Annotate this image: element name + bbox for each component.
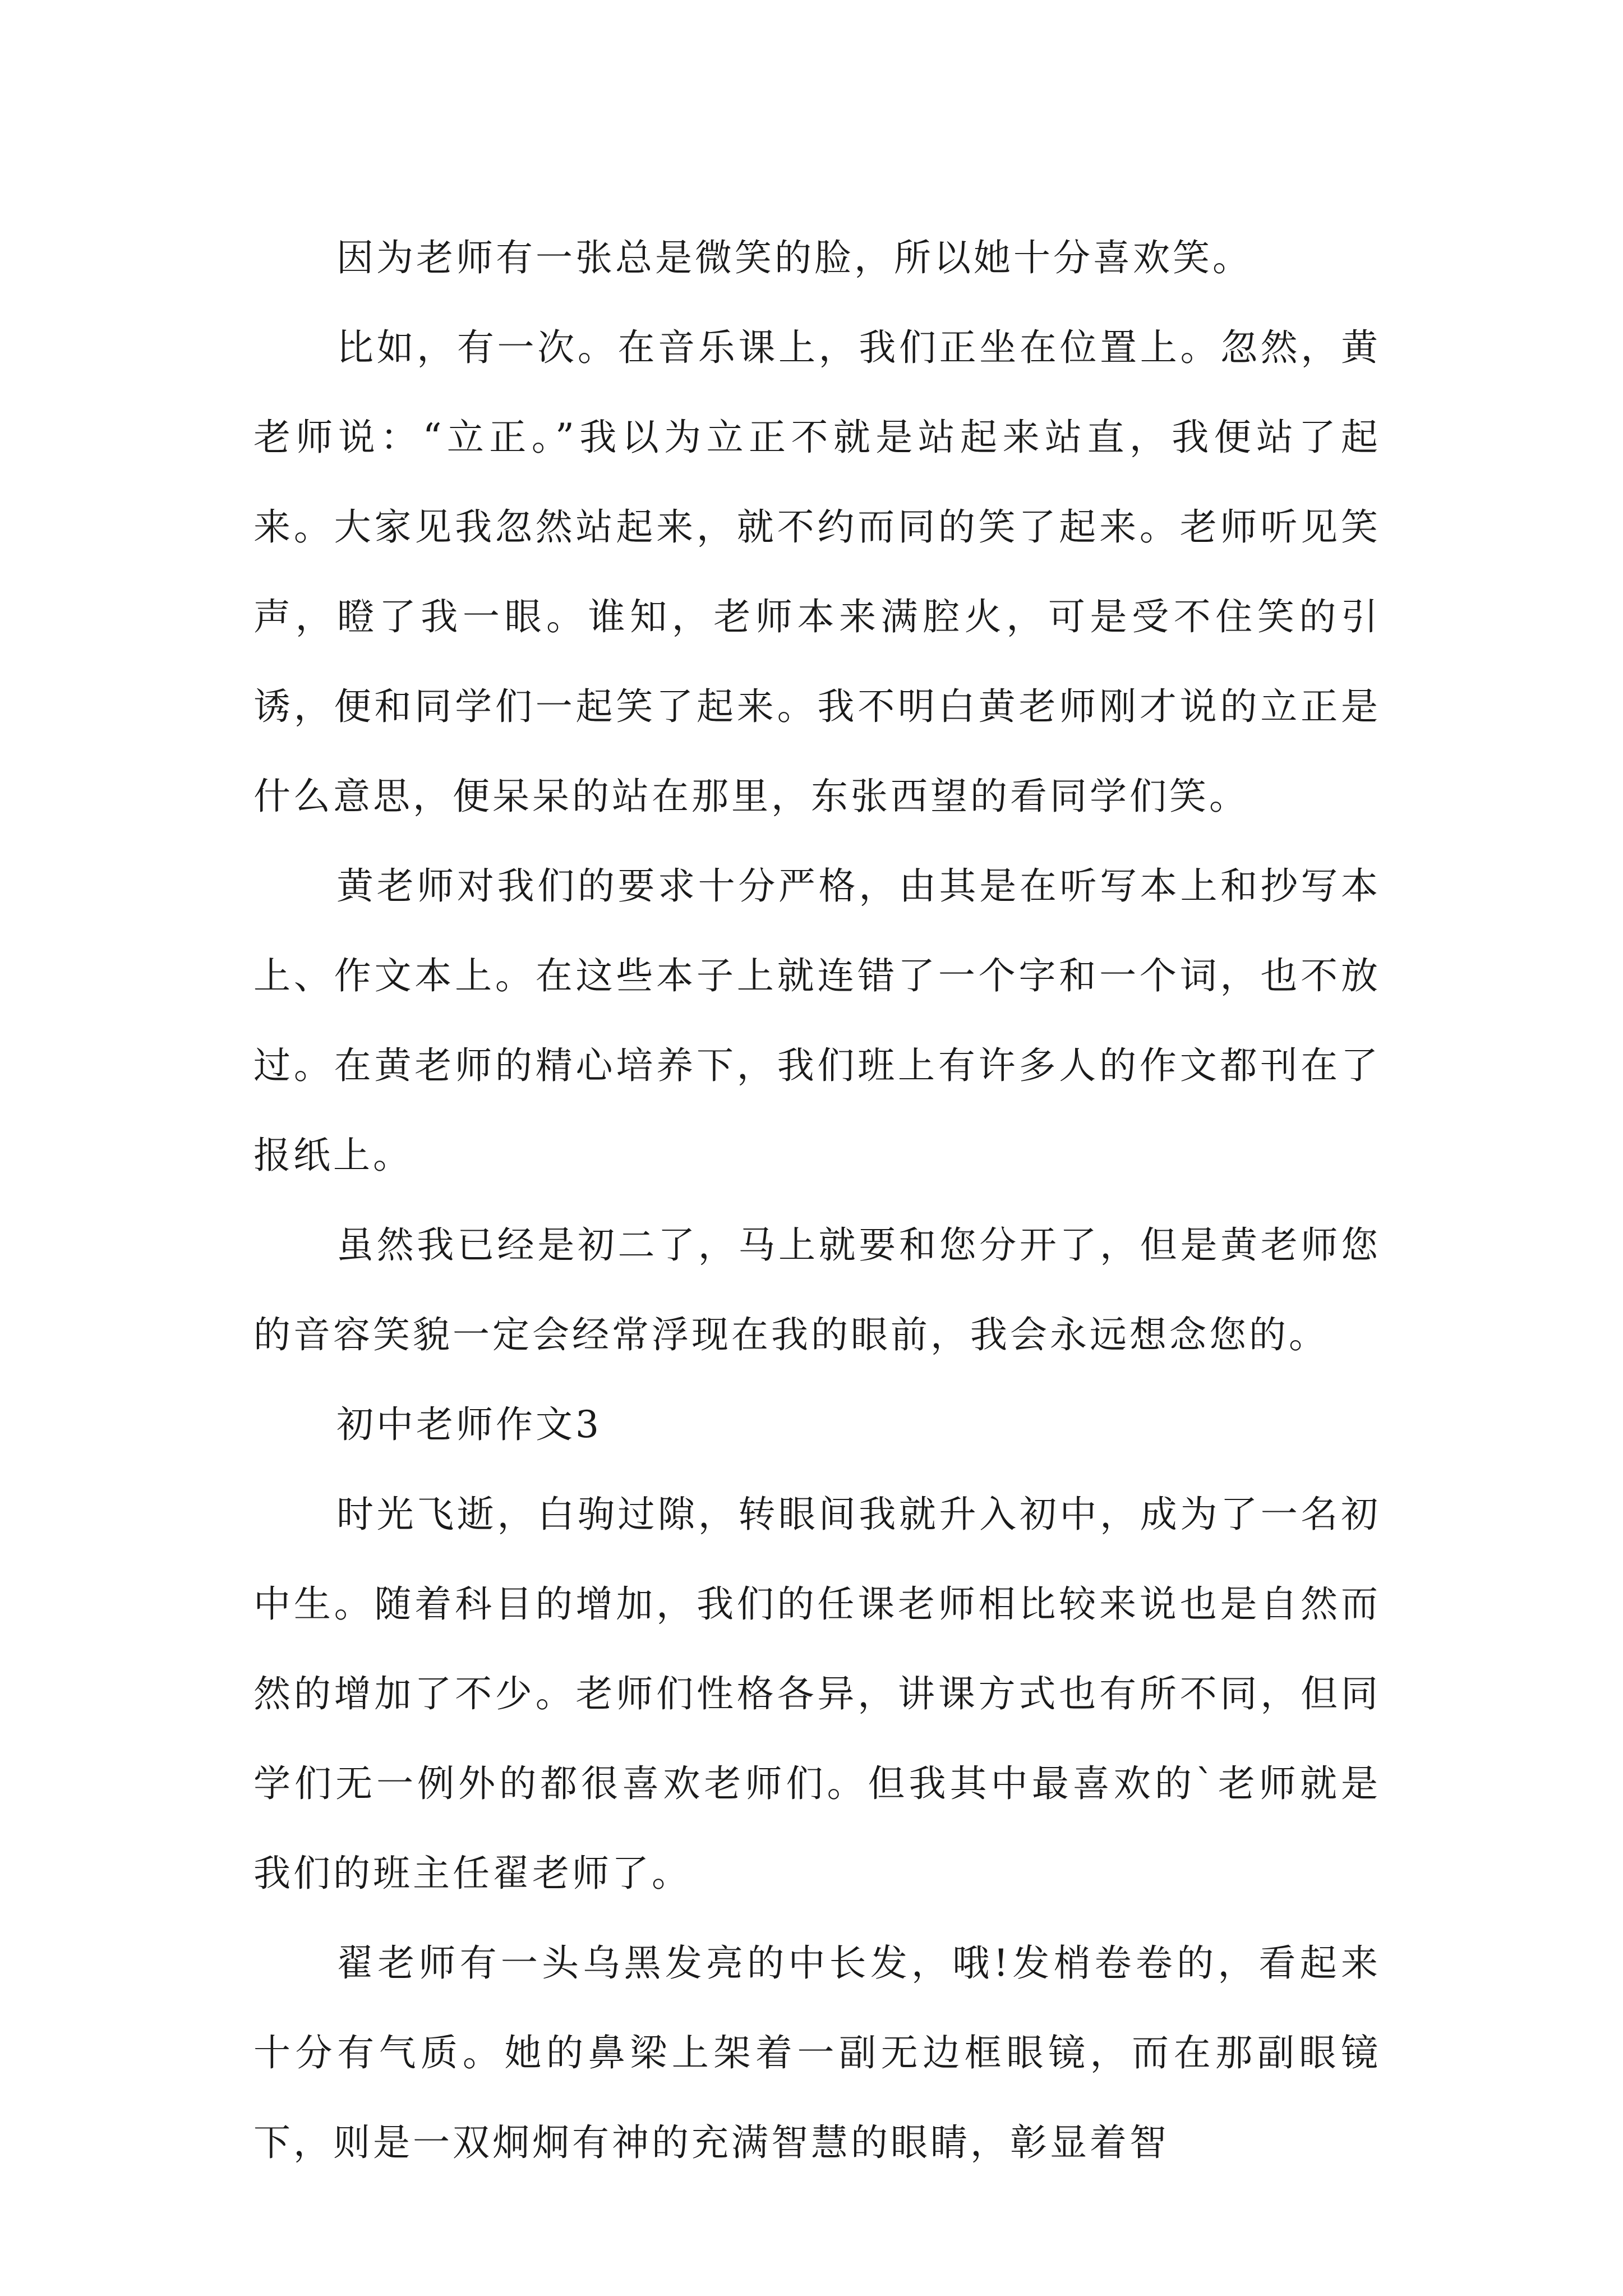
paragraph-farewell: 虽然我已经是初二了，马上就要和您分开了，但是黄老师您的音容笑貌一定会经常浮现在我的眼前，我会永远想念您的。 xyxy=(253,1223,1381,1356)
paragraph-teacher-appearance: 翟老师有一头乌黑发亮的中长发，哦!发梢卷卷的，看起来十分有气质。她的鼻梁上架着一副无边框眼镜，而在那副眼镜下，则是一双炯炯有神的充满智慧的眼睛，彰显着智 xyxy=(253,1941,1381,2164)
essay-body xyxy=(253,213,1381,2188)
essay-heading: 初中老师作文3 xyxy=(336,1403,602,1446)
paragraph-junior-high: 时光飞逝，白驹过隙，转眼间我就升入初中，成为了一名初中生。随着科目的增加，我们的任课老师相比较来说也是自然而然的增加了不少。老师们性格各异，讲课方式也有所不同，但同学们无一例外的都很喜欢老师们。但我其中最喜欢的`老师就是我们的班主任翟老师了。 xyxy=(253,1493,1381,1895)
paragraph-strict-requirements: 黄老师对我们的要求十分严格，由其是在听写本上和抄写本上、作文本上。在这些本子上就连错了一个字和一个词，也不放过。在黄老师的精心培养下，我们班上有许多人的作文都刊在了报纸上。 xyxy=(253,864,1381,1177)
paragraph-smiling-face: 因为老师有一张总是微笑的脸，所以她十分喜欢笑。 xyxy=(336,236,1252,279)
paragraph-music-class: 比如，有一次。在音乐课上，我们正坐在位置上。忽然，黄老师说：“立正。”我以为立正不就是站起来站直，我便站了起来。大家见我忽然站起来，就不约而同的笑了起来。老师听见笑声，瞪了我一眼。谁知，老师本来满腔火，可是受不住笑的引诱，便和同学们一起笑了起来。我不明白黄老师刚才说的立正是什么意思，便呆呆的站在那里，东张西望的看同学们笑。 xyxy=(253,326,1381,818)
